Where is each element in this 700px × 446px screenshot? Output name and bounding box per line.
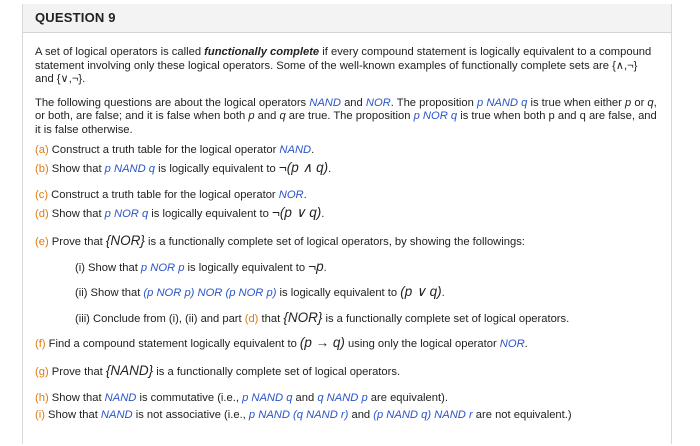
part-set: {NAND} bbox=[105, 362, 154, 378]
intro-set: {∧,¬} bbox=[612, 59, 638, 72]
part-text: are equivalent). bbox=[367, 391, 448, 404]
part-expr: p NAND q bbox=[242, 391, 293, 404]
part-label: (i) bbox=[75, 261, 85, 274]
part-label: (b) bbox=[35, 163, 49, 176]
part-text: . bbox=[441, 287, 445, 300]
part-text: Show that bbox=[84, 261, 141, 274]
defs-text: is true when either bbox=[527, 96, 625, 109]
part-c bbox=[35, 189, 657, 203]
part-text: is not associative (i.e., bbox=[132, 409, 249, 422]
part-label: (e) bbox=[35, 235, 49, 248]
part-text: Construct a truth table for the logical operator bbox=[48, 143, 280, 156]
question-title: QUESTION 9 bbox=[35, 10, 116, 25]
part-expr: (p NAND q) NAND r bbox=[373, 409, 473, 422]
part-text: Show that bbox=[87, 287, 144, 300]
part-e-iii bbox=[35, 311, 657, 327]
part-text: Prove that bbox=[48, 365, 106, 378]
part-label: (iii) bbox=[75, 312, 90, 325]
part-text: Prove that bbox=[48, 235, 106, 248]
defs-op: NAND bbox=[309, 96, 341, 109]
defs-var: p bbox=[625, 96, 632, 109]
part-text: Construct a truth table for the logical operator bbox=[48, 188, 279, 201]
defs-text: , or both, are false; and it is false when both bbox=[35, 96, 657, 123]
part-op: NAND bbox=[279, 143, 312, 156]
intro-term: functionally complete bbox=[204, 46, 320, 58]
defs-text: . The proposition bbox=[390, 96, 477, 109]
question-header-bar bbox=[23, 4, 671, 33]
part-text: and bbox=[348, 409, 374, 422]
part-text: . bbox=[328, 163, 332, 176]
defs-var: q bbox=[647, 96, 654, 109]
part-g bbox=[35, 364, 657, 380]
part-text: and bbox=[292, 391, 318, 404]
part-label: (a) bbox=[35, 143, 49, 156]
part-expr: p NOR q bbox=[104, 208, 149, 221]
definitions-paragraph bbox=[35, 97, 657, 138]
part-text: Show that bbox=[48, 163, 105, 176]
part-op: NOR bbox=[499, 338, 525, 351]
part-math: ¬(p ∨ q) bbox=[271, 205, 322, 221]
part-text: is logically equivalent to bbox=[184, 261, 309, 274]
part-label: (d) bbox=[35, 208, 49, 221]
part-expr: p NAND (q NAND r) bbox=[248, 409, 349, 422]
part-text: . bbox=[321, 208, 325, 221]
part-ref: (d) bbox=[244, 312, 259, 325]
part-math: (p → q) bbox=[299, 335, 345, 351]
part-expr: p NAND q bbox=[104, 163, 156, 176]
intro-text: . bbox=[82, 73, 86, 86]
part-op: NAND bbox=[104, 391, 137, 404]
defs-text: or bbox=[631, 96, 648, 109]
part-label: (ii) bbox=[75, 287, 88, 300]
defs-expr: p NOR q bbox=[413, 110, 458, 123]
part-text: is logically equivalent to bbox=[276, 287, 401, 300]
defs-text: and bbox=[340, 96, 366, 109]
part-set: {NOR} bbox=[105, 232, 145, 248]
part-label: (c) bbox=[35, 188, 49, 201]
part-text: is logically equivalent to bbox=[155, 163, 279, 176]
part-b bbox=[35, 161, 657, 177]
part-math: ¬(p ∧ q) bbox=[278, 160, 329, 176]
part-text: is a functionally complete set of logical operators. bbox=[322, 312, 570, 325]
part-text: is commutative (i.e., bbox=[136, 391, 243, 404]
part-expr: (p NOR p) NOR (p NOR p) bbox=[143, 287, 277, 300]
defs-expr: p NAND q bbox=[476, 96, 528, 109]
part-text: that bbox=[258, 312, 284, 325]
part-op: NAND bbox=[100, 409, 133, 422]
question-card bbox=[22, 4, 672, 444]
part-text: is a functionally complete set of logical operators, by showing the followings: bbox=[144, 235, 525, 248]
part-math: ¬p bbox=[308, 258, 324, 274]
part-text: Find a compound statement logically equivalent to bbox=[45, 338, 300, 351]
part-text: Show that bbox=[44, 409, 101, 422]
defs-var: p bbox=[248, 110, 255, 123]
part-expr: p NOR p bbox=[140, 261, 185, 274]
defs-var: q bbox=[279, 110, 286, 123]
part-label: (i) bbox=[35, 409, 45, 422]
part-math: (p ∨ q) bbox=[400, 284, 442, 300]
part-text: Conclude from (i), (ii) and part bbox=[89, 312, 245, 325]
part-h bbox=[35, 392, 657, 406]
part-e-ii bbox=[35, 285, 657, 301]
part-f bbox=[35, 336, 657, 352]
part-i bbox=[35, 409, 657, 423]
defs-op: NOR bbox=[365, 96, 391, 109]
intro-text: and bbox=[35, 73, 57, 86]
part-text: . bbox=[323, 261, 327, 274]
intro-paragraph bbox=[35, 46, 657, 87]
part-e bbox=[35, 234, 657, 250]
intro-text: if every compound statement is logically equivalent to a compound statement involving only these logical operators. Some of the well-known examples of functionally complete sets are bbox=[35, 46, 652, 72]
defs-text: The following questions are about the logical operators bbox=[35, 96, 310, 109]
part-text: . bbox=[311, 143, 315, 156]
intro-text: A set of logical operators is called bbox=[35, 46, 205, 58]
part-text: Show that bbox=[48, 208, 105, 221]
part-text: are not equivalent.) bbox=[472, 409, 572, 422]
part-text: using only the logical operator bbox=[344, 338, 500, 351]
part-text: is a functionally complete set of logical operators. bbox=[153, 365, 401, 378]
part-label: (h) bbox=[35, 391, 49, 404]
part-text: . bbox=[303, 188, 307, 201]
part-text: is logically equivalent to bbox=[148, 208, 272, 221]
intro-set: {∨,¬} bbox=[56, 73, 83, 86]
defs-text: is true when both p and q are false, and it is false otherwise. bbox=[35, 110, 657, 136]
part-e-i bbox=[35, 260, 657, 276]
part-a bbox=[35, 144, 657, 158]
part-label: (g) bbox=[35, 365, 49, 378]
part-set: {NOR} bbox=[283, 309, 323, 325]
part-expr: q NAND p bbox=[317, 391, 368, 404]
part-label: (f) bbox=[35, 338, 46, 351]
part-d bbox=[35, 206, 657, 222]
part-text: Show that bbox=[48, 391, 105, 404]
defs-text: and bbox=[254, 110, 280, 123]
part-text: . bbox=[524, 338, 528, 351]
question-body bbox=[35, 46, 657, 423]
part-op: NOR bbox=[278, 188, 304, 201]
defs-text: are true. The proposition bbox=[285, 110, 414, 123]
